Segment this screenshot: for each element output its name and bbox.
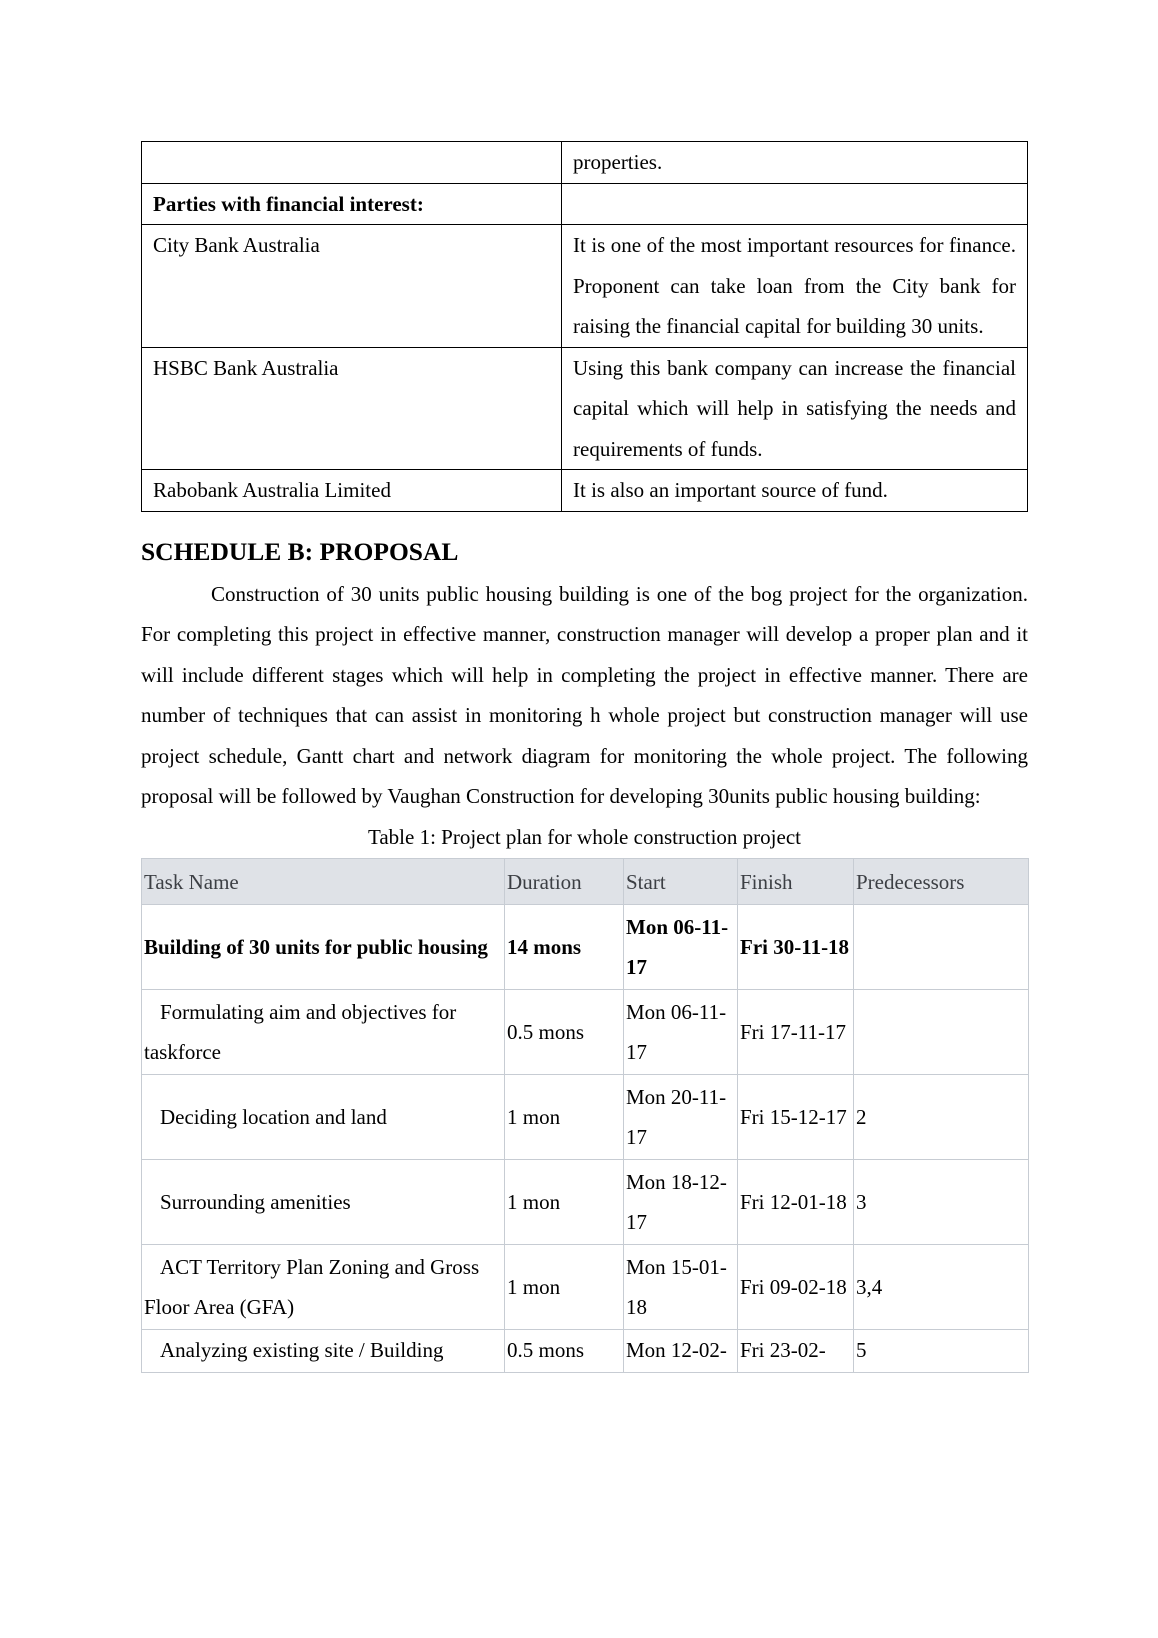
party-description: Using this bank company can increase the financial capital which will help in satisfying the needs and requirements of funds. [562,347,1028,470]
table-row [142,905,1029,990]
task-duration: 14 mons [505,905,624,990]
column-header-predecessors: Predecessors [854,859,1029,905]
party-name: City Bank Australia [142,225,562,348]
task-name: Formulating aim and objectives for taskforce [144,1000,457,1065]
task-name: Building of 30 units for public housing [142,905,505,990]
task-duration: 0.5 mons [505,990,624,1075]
task-name-cell [142,1330,505,1373]
table-row [142,470,1028,512]
task-start: Mon 06-11-17 [624,990,738,1075]
task-predecessors: 2 [854,1075,1029,1160]
task-predecessors [854,990,1029,1075]
table-cell [562,183,1028,225]
task-name-cell [142,1075,505,1160]
task-finish: Fri 30-11-18 [738,905,854,990]
task-duration: 0.5 mons [505,1330,624,1373]
table-row [142,142,1028,184]
column-header-duration: Duration [505,859,624,905]
table-row [142,1245,1029,1330]
table-cell [142,142,562,184]
party-name: HSBC Bank Australia [142,347,562,470]
party-name: Rabobank Australia Limited [142,470,562,512]
table-row [142,183,1028,225]
task-name-cell [142,990,505,1075]
task-finish: Fri 12-01-18 [738,1160,854,1245]
task-duration: 1 mon [505,1075,624,1160]
task-predecessors: 3,4 [854,1245,1029,1330]
document-page [141,141,1028,1373]
table-row [142,1160,1029,1245]
task-finish: Fri 23-02- [738,1330,854,1373]
task-name: Surrounding amenities [160,1190,351,1215]
task-duration: 1 mon [505,1245,624,1330]
project-plan-table [141,858,1029,1373]
column-header-start: Start [624,859,738,905]
table-row [142,990,1029,1075]
task-start: Mon 18-12-17 [624,1160,738,1245]
financial-parties-table [141,141,1028,512]
table-caption: Table 1: Project plan for whole construction project [368,825,801,850]
task-name-cell [142,1245,505,1330]
table-row [142,1075,1029,1160]
column-header-finish: Finish [738,859,854,905]
table-section-label: Parties with financial interest: [142,183,562,225]
task-finish: Fri 09-02-18 [738,1245,854,1330]
table-row [142,225,1028,348]
table-header-row [142,859,1029,905]
body-paragraph: Construction of 30 units public housing building is one of the bog project for the organization. For completing this project in effective manner, construction manager will develop a proper plan and it will include different stages which will help in completing the project in effective manner. There are number of techniques that can assist in monitoring h whole project but construction manager will use project schedule, Gantt chart and network diagram for monitoring the whole project. The following proposal will be followed by Vaughan Construction for developing 30units public housing building: [141,581,1028,809]
task-start: Mon 12-02- [624,1330,738,1373]
table-cell: properties. [562,142,1028,184]
party-description: It is also an important source of fund. [562,470,1028,512]
task-start: Mon 15-01-18 [624,1245,738,1330]
task-predecessors: 5 [854,1330,1029,1373]
task-start: Mon 20-11-17 [624,1075,738,1160]
section-heading: SCHEDULE B: PROPOSAL [141,536,459,566]
task-name: Deciding location and land [160,1105,387,1130]
task-finish: Fri 15-12-17 [738,1075,854,1160]
task-predecessors: 3 [854,1160,1029,1245]
task-predecessors [854,905,1029,990]
column-header-task: Task Name [142,859,505,905]
task-name: Analyzing existing site / Building [160,1338,444,1363]
party-description: It is one of the most important resources for finance. Proponent can take loan from the City bank for raising the financial capital for building 30 units. [562,225,1028,348]
table-row [142,1330,1029,1373]
task-start: Mon 06-11-17 [624,905,738,990]
task-name-cell [142,1160,505,1245]
table-row [142,347,1028,470]
task-duration: 1 mon [505,1160,624,1245]
task-name: ACT Territory Plan Zoning and Gross Floor Area (GFA) [144,1255,480,1320]
task-finish: Fri 17-11-17 [738,990,854,1075]
